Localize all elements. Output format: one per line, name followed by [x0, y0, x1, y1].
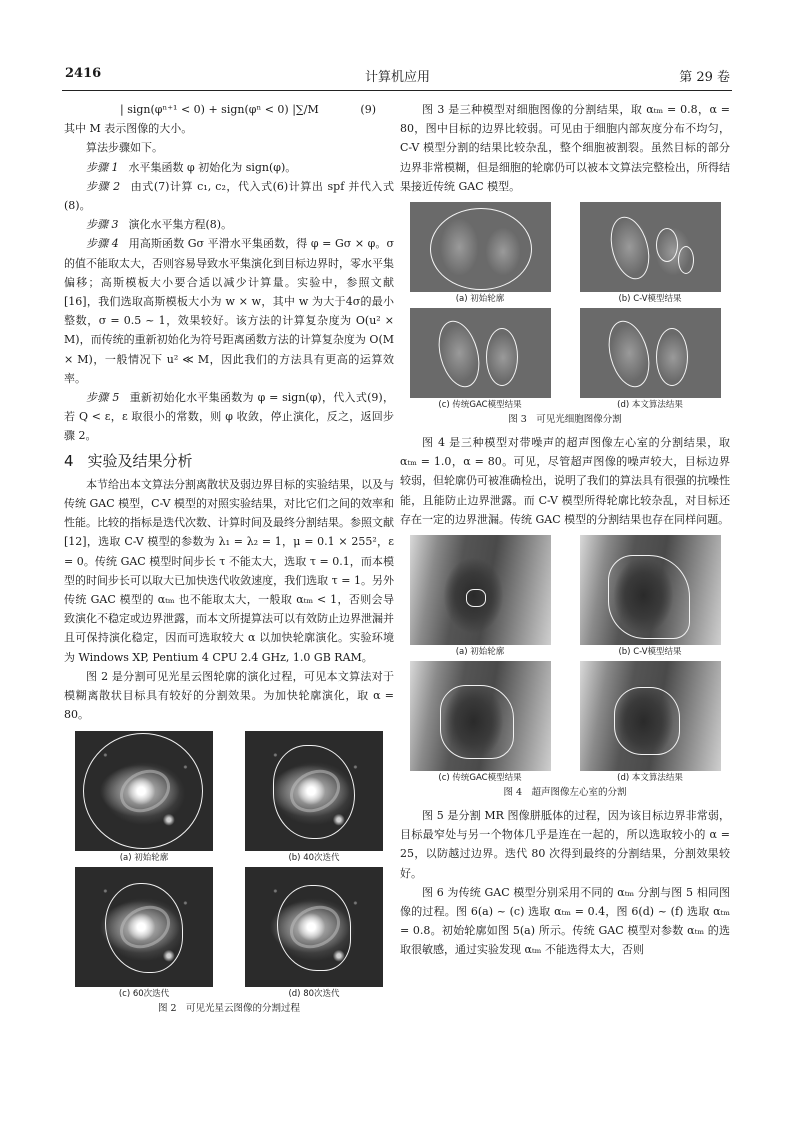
section-number: 4: [64, 451, 74, 470]
nebula-image: [245, 731, 383, 851]
figure2-panel-b: [234, 731, 394, 865]
paragraph-figure3-intro: 图 3 是三种模型对细胞图像的分割结果，取 αₜₘ = 0.8，α = 80，图中目标的边界比较弱。可见由于细胞内部灰度分布不均匀，C-V 模型分割的结果比较杂乱，整个细胞被割裂。虽然目标的部分边界非常模糊，但是细胞的轮廓仍可以被本文算法完整检出，所得结果接近传统 GAC 模型。: [400, 103, 730, 193]
cell-image: [410, 308, 551, 398]
section-heading: [64, 452, 394, 471]
figure3-panel-b: [570, 202, 730, 306]
nebula-image: [75, 867, 213, 987]
algorithm-step-3: [64, 215, 394, 234]
panel-caption: (d) 本文算法结果: [617, 773, 683, 784]
figure4-panel-d: [570, 661, 730, 785]
figure3-panel-a: [400, 202, 560, 306]
nebula-image: [245, 867, 383, 987]
panel-caption: (b) C-V模型结果: [618, 294, 682, 305]
cell-image: [580, 308, 721, 398]
step-text: 重新初始化水平集函数为 φ = sign(φ)，代入式(9)，若 Q < ε，ε 取很小的常数，则 φ 收敛，停止演化，反之，返回步骤 2。: [64, 391, 394, 443]
algorithm-step-1: [64, 158, 394, 177]
ultrasound-image: [580, 661, 721, 771]
page-number: 2416: [65, 66, 102, 81]
ultrasound-image: [410, 535, 551, 645]
paragraph-figure5: 图 5 是分割 MR 图像胼胝体的过程，因为该目标边界非常弱，目标最窄处与另一个物体几乎是连在一起的，所以选取较小的 α = 25，以防越过边界。迭代 80 次得到最终的分割结果，分割效果较好。: [400, 809, 730, 880]
nebula-image: [75, 731, 213, 851]
step-label: 步骤 1: [86, 160, 119, 174]
cell-image: [580, 202, 721, 292]
running-header: [65, 66, 730, 88]
equation-number: (9): [360, 103, 376, 116]
volume-label: 第 29 卷: [679, 70, 730, 85]
step-text: 演化水平集方程(8)。: [128, 218, 233, 232]
step-text: 用高斯函数 Gσ 平滑水平集函数，得 φ = Gσ × φ。σ 的值不能取太大，否则容易导致水平集演化到目标边界时，零水平集偏移；高斯模板大小要合适以减少计算量。实验中，参照文献[16]，我们选取高斯模板大小为 w × w，其中 w 为大于4σ的最小整数，σ = 0.5 ~ 1，效果较好。该方法的计算复杂度为 O(u² × M)，而传统的重新初始化为符号距离函数方法的计算复杂度为 O(M × M)，一般情况下 u² ≪ M，因此我们的方法具有更高的运算效率。: [64, 237, 394, 385]
cell-image: [410, 202, 551, 292]
equation-9: [64, 100, 394, 119]
panel-caption: (c) 传统GAC模型结果: [438, 400, 522, 411]
paragraph-figure2-intro: 图 2 是分割可见光星云图轮廓的演化过程，可见本文算法对于模糊离散状目标具有较好的分割效果。为加快轮廓演化，取 α = 80。: [64, 669, 394, 722]
figure4-panel-c: [400, 661, 560, 785]
figure3-panel-d: [570, 308, 730, 412]
figure-caption: 图 3 可见光细胞图像分割: [508, 414, 622, 426]
step-text: 由式(7)计算 c₁, c₂，代入式(6)计算出 spf 并代入式(8)。: [64, 179, 394, 213]
algorithm-step-5: [64, 388, 394, 446]
panel-caption: (a) 初始轮廓: [455, 647, 505, 658]
right-column: [400, 100, 730, 960]
figure4-panel-b: [570, 535, 730, 659]
figure3-panel-c: [400, 308, 560, 412]
panel-caption: (d) 80次迭代: [288, 988, 340, 999]
left-column: [64, 100, 394, 1022]
figure-caption: 图 4 超声图像左心室的分割: [503, 787, 627, 799]
equation-expression: | sign(φⁿ⁺¹ < 0) + sign(φⁿ < 0) |∑/M: [120, 103, 319, 116]
figure2-panel-a: [64, 731, 224, 865]
figure2-panel-c: [64, 867, 224, 1001]
figure-caption: 图 2 可见光星云图像的分割过程: [157, 1002, 301, 1014]
journal-name: 计算机应用: [364, 70, 430, 85]
section-title: 实验及结果分析: [87, 451, 193, 470]
figure-2: [64, 731, 394, 1016]
ultrasound-image: [410, 661, 551, 771]
panel-caption: (b) 40次迭代: [288, 852, 340, 863]
paragraph-algorithm-intro: 算法步骤如下。: [86, 141, 163, 155]
panel-caption: (c) 传统GAC模型结果: [438, 773, 522, 784]
panel-caption: (c) 60次迭代: [118, 988, 170, 999]
panel-caption: (d) 本文算法结果: [617, 400, 683, 411]
paragraph-figure6: 图 6 为传统 GAC 模型分别采用不同的 αₜₘ 分割与图 5 相同图像的过程。图 6(a) ~ (c) 选取 αₜₘ = 0.4，图 6(d) ~ (f) 选取 αₜₘ = 0.8。初始轮廓如图 5(a) 所示。传统 GAC 模型对参数 αₜₘ 的选取很敏感，通过实验发现 αₜₘ 不能选得太大，否则: [400, 885, 730, 957]
panel-caption: (b) C-V模型结果: [618, 647, 682, 658]
step-label: 步骤 3: [86, 218, 119, 232]
ultrasound-image: [580, 535, 721, 645]
header-rule: [62, 90, 732, 91]
step-text: 水平集函数 φ 初始化为 sign(φ)。: [128, 160, 297, 174]
step-label: 步骤 4: [86, 237, 119, 251]
figure-3: [400, 202, 730, 427]
algorithm-step-4: [64, 234, 394, 388]
algorithm-step-2: [64, 177, 394, 215]
paragraph-m-definition: 其中 M 表示图像的大小。: [64, 122, 193, 136]
paragraph-experiment-setup: 本节给出本文算法分割离散状及弱边界目标的实验结果，以及与传统 GAC 模型，C-V 模型的对照实验结果，对比它们之间的效率和性能。比较的指标是迭代次数、计算时间及最终分割结果。参照文献[12]，选取 C-V 模型的参数为 λ₁ = λ₂ = 1，μ = 0.1 × 255²，ε = 0。传统 GAC 模型时间步长 τ 不能太大，选取 τ = 0.1，而本模型的时间步长可以取大已加快迭代收敛速度，我们选取 τ = 1。另外传统 GAC 模型的 αₜₘ 也不能取太大，一般取 αₜₘ < 1，否则会导致演化不稳定或边界泄露，而本文所提算法可以有效防止边界泄漏并且可保持演化稳定，因而可选取较大 α 以加快轮廓演化。实验环境为 Windows XP, Pentium 4 CPU 2.4 GHz, 1.0 GB RAM。: [64, 477, 394, 664]
panel-caption: (a) 初始轮廓: [455, 294, 505, 305]
figure2-panel-d: [234, 867, 394, 1001]
figure-4: [400, 535, 730, 800]
panel-caption: (a) 初始轮廓: [119, 852, 169, 863]
figure4-panel-a: [400, 535, 560, 659]
step-label: 步骤 2: [86, 179, 121, 193]
step-label: 步骤 5: [86, 391, 120, 405]
paragraph-figure4-intro: 图 4 是三种模型对带噪声的超声图像左心室的分割结果，取 αₜₘ = 1.0，α = 80。可见，尽管超声图像的噪声较大，目标边界较弱，但轮廓仍可被准确检出，说明了我们的算法具有很强的抗噪性能，且能防止边界泄露。而 C-V 模型所得轮廓比较杂乱，对目标还存在一定的边界泄漏。传统 GAC 模型的分割结果也存在同样问题。: [400, 436, 730, 526]
